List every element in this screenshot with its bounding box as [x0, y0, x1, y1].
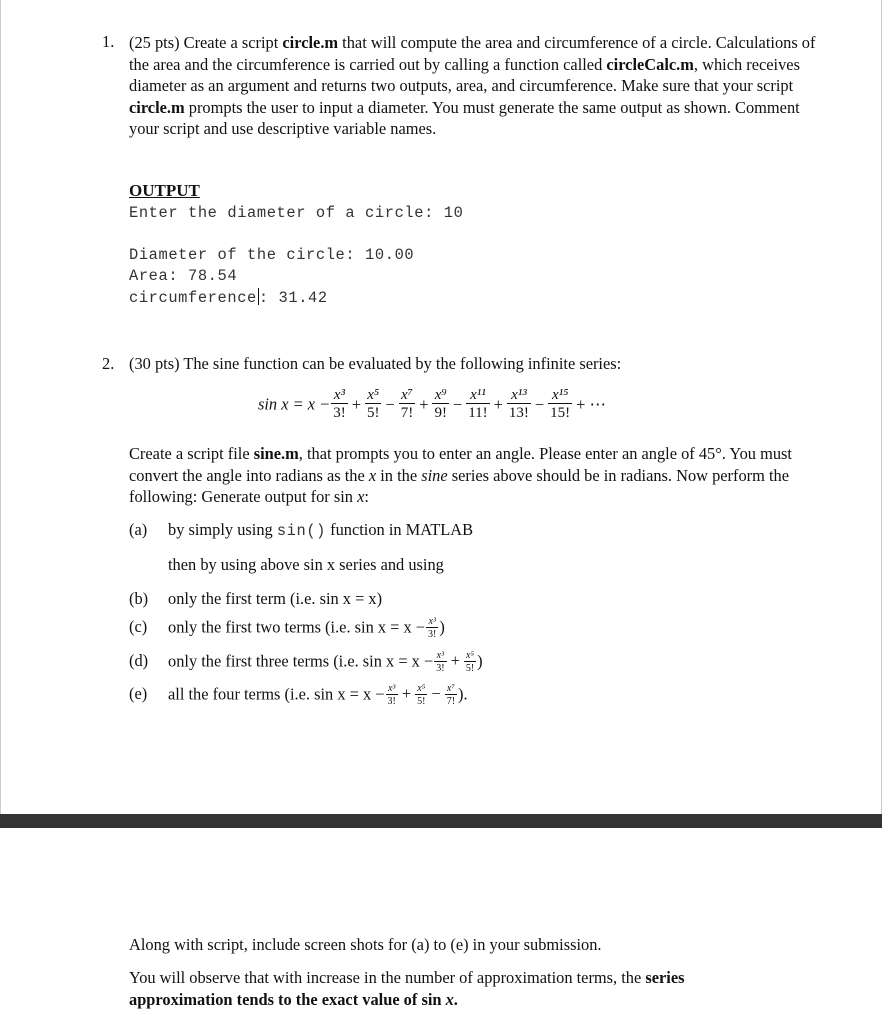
frac-num: x⁷ — [446, 683, 455, 694]
frac-d-1 — [434, 651, 446, 674]
q2-x-1: x — [368, 465, 377, 485]
frac-e-3 — [445, 684, 457, 707]
q1-number: 1. — [102, 32, 115, 51]
output-line-area: Area: 78.54 — [129, 267, 238, 285]
q2-text — [129, 443, 819, 508]
q1-text — [129, 32, 819, 140]
item-a-text-2: function in MATLAB — [326, 520, 474, 539]
item-a-code: sin() — [276, 522, 327, 540]
frac-d-2 — [464, 651, 476, 674]
item-b-label: (b) — [129, 589, 149, 608]
sine-series-equation — [258, 388, 609, 421]
footer-text-bold: series approximation tends to the exact value of sin — [129, 968, 685, 1009]
footer-line-1: Along with script, include screen shots for (a) to (e) in your submission. — [129, 935, 602, 954]
series-terms — [330, 387, 609, 421]
frac-den: 3! — [428, 629, 437, 640]
series-term-5 — [466, 388, 489, 421]
frac-den: 3! — [436, 663, 445, 674]
series-term-4 — [432, 388, 449, 421]
q2-number: 2. — [102, 354, 115, 373]
then-text: then by using above sin x series and using — [168, 555, 444, 574]
footer-text-1: You will observe that with increase in the number of approximation terms, the — [129, 968, 646, 987]
series-term-1 — [331, 388, 348, 421]
item-a-text — [168, 520, 473, 540]
series-term-den: 9! — [434, 405, 447, 421]
output-line-prompt: Enter the diameter of a circle: 10 — [129, 204, 464, 222]
footer-x: x — [445, 989, 454, 1009]
item-c-text — [168, 617, 445, 640]
series-term-7 — [548, 388, 572, 421]
q2-text-1: Create a script file — [129, 444, 254, 463]
close-paren: ) — [477, 651, 483, 671]
close-paren-dot: ). — [458, 684, 468, 704]
footer-period: . — [453, 989, 458, 1009]
frac-num: x⁵ — [466, 650, 474, 661]
frac-num: x³ — [436, 650, 445, 661]
frac-num: x⁵ — [417, 683, 426, 694]
q1-text-1: Create a script — [179, 33, 283, 52]
series-op-3: + — [419, 394, 429, 414]
series-term-num: x¹⁵ — [551, 387, 569, 403]
series-term-2 — [365, 388, 382, 421]
series-op-4: − — [452, 394, 463, 414]
series-term-den: 11! — [468, 405, 488, 421]
q2-sine: sine — [421, 465, 448, 485]
q1-function-name: circleCalc.m — [606, 54, 694, 74]
frac-c-1 — [426, 617, 438, 640]
frac-e-1 — [386, 684, 398, 707]
series-term-num: x¹¹ — [470, 387, 486, 403]
footer-line-2 — [129, 967, 749, 1010]
series-lhs: sin x = x − — [258, 394, 331, 414]
page-divider — [0, 814, 882, 828]
q1-text-4: prompts the user to input a diameter. You must generate the same output as shown. Comment your script and use descriptive variable names. — [129, 97, 800, 138]
series-term-num: x⁹ — [434, 387, 447, 403]
q2-intro: (30 pts) The sine function can be evaluated by the following infinite series: — [129, 354, 622, 373]
item-c-label: (c) — [129, 617, 148, 636]
item-b-text: only the first term (i.e. sin x = x) — [168, 589, 383, 608]
q2-text-2: , that prompts you to enter an angle. Please enter an angle of 45°. You must convert the angle into radians as the — [129, 444, 792, 485]
q2-text-5: : — [364, 487, 369, 506]
q1-script-name: circle.m — [282, 33, 339, 52]
item-a-text-1: by simply using — [168, 520, 277, 539]
series-term-3 — [399, 388, 416, 421]
item-e-label: (e) — [129, 684, 148, 703]
frac-den: 5! — [465, 663, 475, 674]
q2-x-2: x — [357, 487, 365, 506]
series-term-den: 5! — [366, 405, 380, 421]
item-d-text-1: only the first three terms (i.e. sin x = x − — [168, 651, 434, 671]
q2-text-3: in the — [376, 465, 422, 485]
output-line-circumference — [129, 288, 328, 307]
series-op-6: − — [534, 394, 545, 414]
series-op-5: + — [493, 394, 503, 414]
series-term-num: x⁵ — [367, 387, 380, 403]
q1-text-2: that will compute the area and circumference of a circle. Calculations of the area and the circumference is carried out by calling a function called — [129, 33, 816, 74]
item-a-label: (a) — [129, 520, 148, 539]
frac-num: x³ — [387, 683, 396, 694]
minus-op: − — [431, 684, 441, 704]
series-term-num: x¹³ — [511, 387, 527, 403]
series-term-den: 3! — [333, 405, 346, 421]
circumference-value: : 31.42 — [258, 289, 328, 307]
frac-den: 5! — [417, 696, 426, 707]
plus-op: + — [450, 651, 460, 671]
q2-text-4: series above should be in radians. Now perform the following: Generate output for sin — [129, 465, 790, 506]
frac-den: 3! — [387, 696, 396, 707]
circumference-label: circumference — [129, 289, 257, 307]
frac-den: 7! — [446, 696, 456, 707]
series-op-1: + — [351, 394, 361, 414]
item-d-text — [168, 651, 483, 674]
series-term-6 — [507, 388, 531, 421]
series-term-num: x⁷ — [401, 387, 413, 403]
series-op-2: − — [385, 394, 395, 414]
series-term-den: 13! — [508, 405, 529, 421]
plus-op: + — [401, 684, 412, 704]
q2-script-name: sine.m — [253, 444, 299, 463]
q1-points: (25 pts) — [129, 33, 180, 52]
series-op-7: + ⋯ — [576, 394, 606, 414]
frac-e-2 — [415, 684, 427, 707]
item-d-label: (d) — [129, 651, 149, 670]
frac-num: x³ — [428, 616, 436, 627]
item-c-text-1: only the first two terms (i.e. sin x = x − — [168, 617, 426, 637]
q1-text-3: , which receives diameter as an argument and returns two outputs, area, and circumference. Make sure that your script — [129, 54, 800, 95]
page-left-edge — [0, 0, 1, 814]
q1-script-name-2: circle.m — [129, 97, 185, 117]
series-term-den: 7! — [400, 405, 414, 421]
item-e-text-1: all the four terms (i.e. sin x = x − — [168, 684, 385, 704]
series-term-den: 15! — [550, 405, 571, 421]
series-term-num: x³ — [333, 387, 346, 403]
close-paren: ) — [439, 617, 445, 637]
item-e-text — [168, 684, 468, 707]
output-heading: OUTPUT — [129, 181, 200, 200]
output-line-diameter: Diameter of the circle: 10.00 — [129, 246, 415, 264]
